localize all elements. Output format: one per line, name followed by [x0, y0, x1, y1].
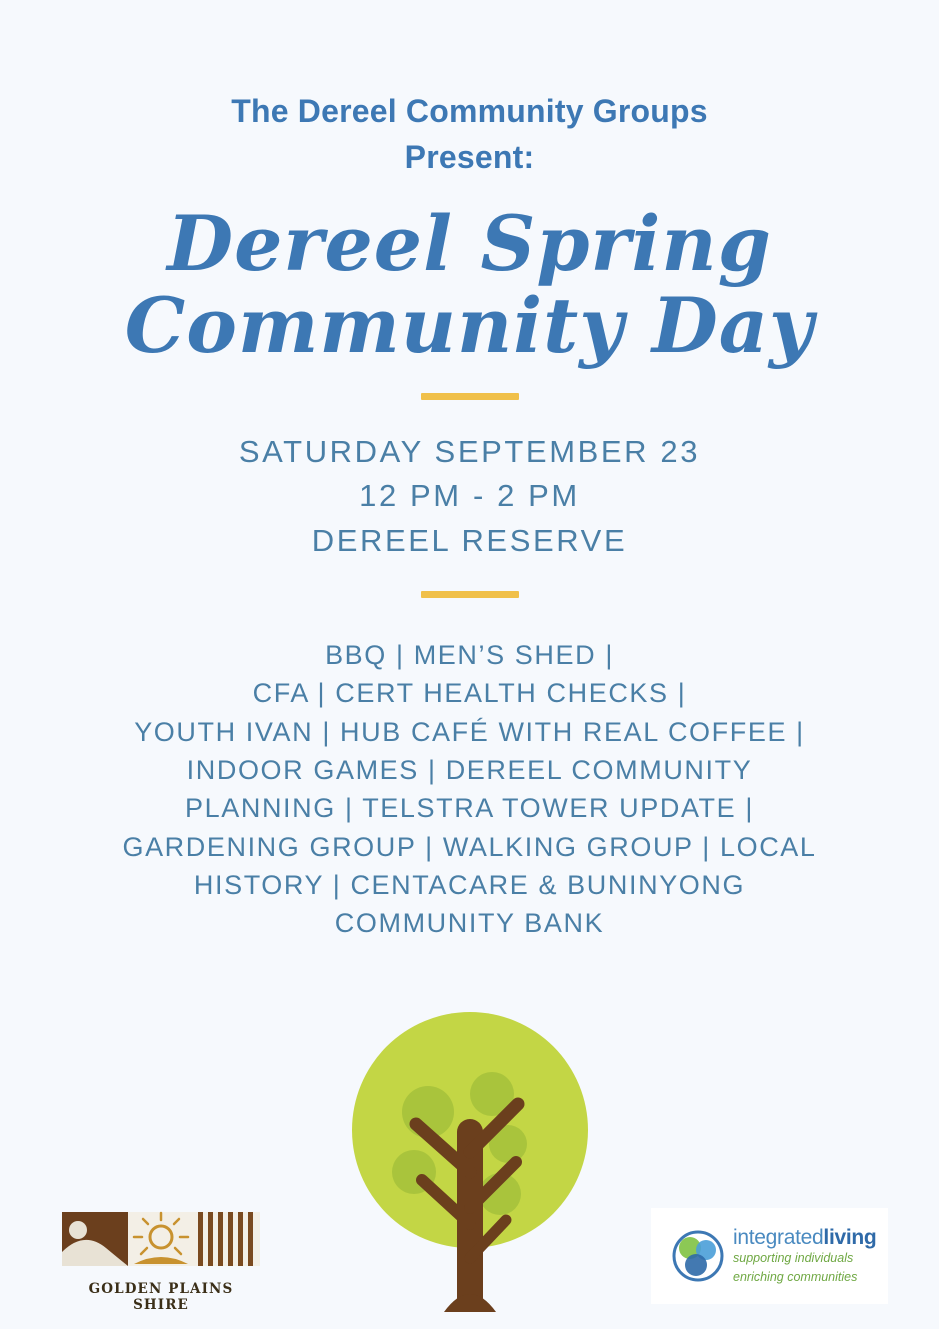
presenter-heading	[0, 0, 939, 181]
activities-line: INDOOR GAMES | DEREEL COMMUNITY	[186, 754, 753, 785]
event-date: SATURDAY SEPTEMBER 23	[238, 433, 701, 469]
logo-il-tagline-2: enriching communities	[733, 1269, 858, 1284]
event-title	[0, 198, 939, 370]
activities-list	[0, 636, 939, 943]
divider-bottom	[421, 591, 519, 598]
logo-il-name-part-1: integrated	[733, 1225, 824, 1249]
event-title-line-1: Dereel Spring	[167, 198, 772, 288]
logo-golden-plains-shire	[62, 1208, 260, 1313]
activities-line: COMMUNITY BANK	[334, 908, 605, 939]
tree-icon	[340, 1012, 600, 1312]
divider-top	[421, 393, 519, 400]
activities-line: PLANNING | TELSTRA TOWER UPDATE |	[185, 793, 754, 824]
activities-line: CFA | CERT HEALTH CHECKS |	[252, 678, 687, 709]
logo-il-text	[733, 1227, 876, 1285]
event-details	[0, 430, 939, 563]
activities-line: YOUTH IVAN | HUB CAFÉ WITH REAL COFFEE |	[134, 716, 805, 747]
event-location: DEREEL RESERVE	[311, 522, 628, 558]
presenter-line-1: The Dereel Community Groups	[231, 93, 708, 129]
sun-and-hills-logo-icon	[62, 1208, 260, 1270]
activities-line: BBQ | MEN’S SHED |	[325, 639, 614, 670]
circles-logo-icon	[671, 1229, 725, 1283]
event-time: 12 PM - 2 PM	[359, 478, 580, 514]
presenter-line-2: Present:	[404, 139, 535, 176]
logo-integrated-living	[651, 1208, 888, 1304]
logo-il-tagline-1: supporting individuals	[733, 1250, 854, 1265]
event-title-line-2: Community Day	[124, 280, 815, 370]
activities-line: GARDENING GROUP | WALKING GROUP | LOCAL	[122, 831, 817, 862]
activities-line: HISTORY | CENTACARE & BUNINYONG	[193, 869, 746, 900]
logo-gps-caption: GOLDEN PLAINS SHIRE	[88, 1281, 234, 1313]
logo-il-name	[733, 1227, 876, 1248]
logo-il-name-part-2: living	[823, 1225, 877, 1249]
